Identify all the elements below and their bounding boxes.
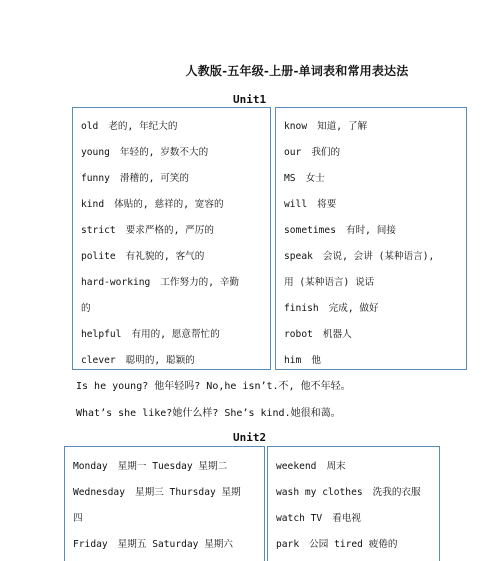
unit2-right-vocab-box <box>267 446 440 561</box>
vocab-meaning: 他 <box>311 355 321 366</box>
document-title: 人教版-五年级-上册-单词表和常用表达法 <box>185 64 409 78</box>
vocab-meaning: 机器人 <box>322 329 352 340</box>
vocab-line <box>73 510 93 524</box>
vocab-word: sometimes <box>284 225 336 236</box>
vocab-line <box>81 248 204 262</box>
vocab-word: hard-working <box>81 277 151 288</box>
vocab-line <box>276 484 421 498</box>
vocab-line <box>276 458 346 472</box>
vocab-line <box>81 326 220 340</box>
vocab-word: watch TV <box>276 513 323 524</box>
vocab-meaning: 将要 <box>317 199 337 210</box>
vocab-word: Monday <box>73 461 108 472</box>
vocab-meaning: 看电视 <box>332 513 361 524</box>
vocab-line <box>284 170 325 184</box>
vocab-line <box>81 118 177 132</box>
vocab-line <box>81 352 195 366</box>
vocab-line <box>276 536 398 550</box>
vocab-meaning: 要求严格的, 严厉的 <box>125 225 214 236</box>
vocab-word: old <box>81 121 99 132</box>
vocab-meaning: 公园 tired 疲倦的 <box>309 539 398 550</box>
vocab-meaning: 工作努力的, 辛勤 <box>160 277 240 288</box>
vocab-word: strict <box>81 225 116 236</box>
unit1-heading: Unit1 <box>233 93 267 106</box>
vocab-line <box>284 196 336 210</box>
vocab-meaning: 星期一 Tuesday 星期二 <box>117 461 228 472</box>
unit1-sentence-2: What’s she like?她什么样? She’s kind.她很和蔼。 <box>76 408 341 419</box>
vocab-word: funny <box>81 173 110 184</box>
vocab-word: our <box>284 147 302 158</box>
unit1-sentence-1: Is he young? 他年轻吗? No,he isn’t.不, 他不年轻。 <box>76 381 351 392</box>
vocab-line <box>284 248 434 262</box>
vocab-meaning: 完成, 做好 <box>328 303 379 314</box>
unit2-left-vocab-box <box>64 446 265 561</box>
vocab-word: Wednesday <box>73 487 125 498</box>
vocab-line <box>284 326 352 340</box>
vocab-line <box>284 144 340 158</box>
vocab-line <box>81 144 208 158</box>
vocab-meaning: 有用的, 愿意帮忙的 <box>131 329 220 340</box>
vocab-meaning: 我们的 <box>311 147 341 158</box>
vocab-meaning: 会说, 会讲 (某种语言), <box>322 251 435 262</box>
unit1-right-vocab-box <box>275 107 467 370</box>
vocab-meaning: 年轻的, 岁数不大的 <box>119 147 209 158</box>
vocab-line <box>73 484 241 498</box>
vocab-meaning: 洗我的衣服 <box>372 487 421 498</box>
vocab-word: will <box>284 199 308 210</box>
vocab-word: polite <box>81 251 116 262</box>
vocab-word: weekend <box>276 461 317 472</box>
vocab-meaning: 星期五 Saturday 星期六 <box>117 539 233 550</box>
vocab-word: young <box>81 147 110 158</box>
vocab-word: 四 <box>73 513 83 524</box>
vocab-meaning: 周末 <box>326 461 346 472</box>
vocab-line <box>73 536 233 550</box>
vocab-meaning: 有礼貌的, 客气的 <box>125 251 205 262</box>
vocab-line <box>81 274 239 288</box>
vocab-line <box>276 510 361 524</box>
vocab-word: Friday <box>73 539 108 550</box>
vocab-meaning: 滑稽的, 可笑的 <box>119 173 190 184</box>
vocab-meaning: 老的, 年纪大的 <box>108 121 178 132</box>
vocab-word: robot <box>284 329 313 340</box>
vocab-meaning: 知道, 了解 <box>317 121 368 132</box>
vocab-word: MS <box>284 173 296 184</box>
vocab-word: know <box>284 121 308 132</box>
unit1-left-vocab-box <box>72 107 271 370</box>
vocab-word: 的 <box>81 303 91 314</box>
vocab-line <box>81 222 214 236</box>
unit2-heading: Unit2 <box>233 431 267 444</box>
vocab-line <box>81 196 224 210</box>
vocab-meaning: 女士 <box>305 173 325 184</box>
vocab-word: finish <box>284 303 319 314</box>
vocab-line <box>81 170 189 184</box>
vocab-meaning: 有时, 间接 <box>345 225 396 236</box>
vocab-meaning: 体贴的, 慈祥的, 宽容的 <box>114 199 224 210</box>
vocab-line <box>284 118 367 132</box>
vocab-word: kind <box>81 199 105 210</box>
vocab-line <box>73 458 227 472</box>
vocab-word: helpful <box>81 329 122 340</box>
vocab-line <box>284 352 321 366</box>
vocab-word: him <box>284 355 302 366</box>
vocab-meaning: 聪明的, 聪颖的 <box>125 355 195 366</box>
vocab-line <box>81 300 101 314</box>
vocab-word: clever <box>81 355 116 366</box>
vocab-line <box>284 300 379 314</box>
vocab-line <box>284 222 396 236</box>
vocab-word: 用 (某种语言) 说话 <box>284 277 375 288</box>
vocab-word: speak <box>284 251 313 262</box>
vocab-word: wash my clothes <box>276 487 363 498</box>
vocab-meaning: 星期三 Thursday 星期 <box>134 487 241 498</box>
vocab-line <box>284 274 384 288</box>
vocab-word: park <box>276 539 300 550</box>
